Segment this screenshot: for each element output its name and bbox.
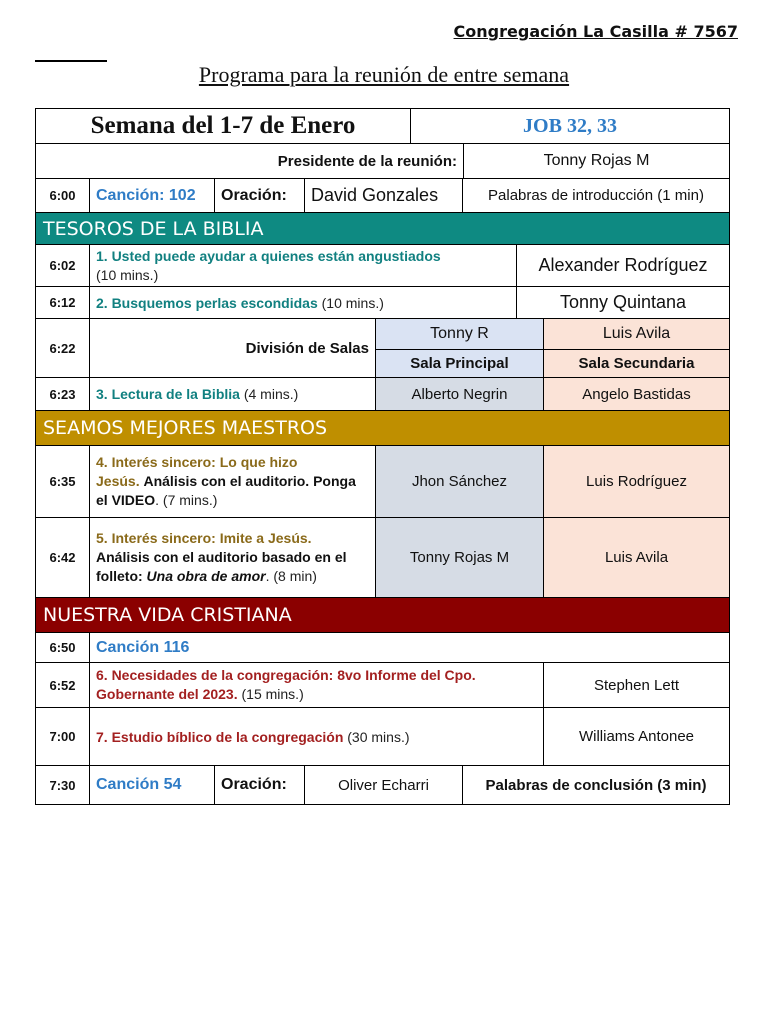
main-room-assignee: Alberto Negrin — [375, 378, 543, 410]
part-duration: (15 mins.) — [241, 686, 304, 702]
prayer-label: Oración: — [214, 179, 304, 212]
part-title: 2. Busquemos perlas escondidas — [96, 294, 318, 311]
part-instructions: Análisis con el auditorio basado en el folleto: — [96, 549, 347, 584]
part-title: 3. Lectura de la Biblia — [96, 386, 240, 402]
time-label: 6:12 — [49, 295, 76, 310]
president-name: Tonny Rojas M — [463, 144, 729, 178]
part-cell — [89, 245, 516, 286]
section-christian-life-header: NUESTRA VIDA CRISTIANA — [35, 598, 730, 633]
part-cell — [89, 663, 543, 707]
assignee-name: Williams Antonee — [543, 708, 729, 765]
part-duration: . (7 mins.) — [155, 492, 218, 508]
second-room-assignee: Luis Rodríguez — [543, 446, 729, 517]
opening-row — [35, 179, 730, 213]
room-division-row — [35, 319, 730, 378]
part-instructions: Análisis con el auditorio. Ponga el VIDEO — [96, 473, 356, 508]
closing-song: Canción 54 — [89, 766, 214, 804]
program-row — [35, 287, 730, 319]
part-cell — [89, 708, 543, 765]
program-row — [35, 663, 730, 708]
congregation-name: Congregación La Casilla # 7567 — [453, 22, 738, 41]
section-treasures-header: TESOROS DE LA BIBLIA — [35, 213, 730, 245]
president-row — [35, 144, 730, 179]
time-label: 6:42 — [49, 550, 76, 565]
part-duration: (10 mins.) — [321, 294, 384, 311]
song-label: Canción 116 — [89, 633, 729, 662]
time-label: 6:00 — [49, 188, 76, 203]
part-title: 7. Estudio bíblico de la congregación — [96, 728, 344, 745]
time-label: 6:52 — [49, 677, 76, 693]
part-title: 6. Necesidades de la congregación: 8vo Informe del Cpo. Gobernante del 2023. — [96, 667, 476, 702]
page-title: Programa para la reunión de entre semana — [198, 62, 570, 87]
part-cell — [89, 287, 516, 318]
main-room-assignee: Jhon Sánchez — [375, 446, 543, 517]
part-cell — [89, 518, 375, 597]
time-label: 6:02 — [49, 258, 76, 273]
part-cell — [89, 378, 375, 410]
intro-words: Palabras de introducción (1 min) — [462, 179, 729, 212]
meeting-schedule-table — [35, 108, 730, 805]
program-row — [35, 245, 730, 287]
part-duration: (10 mins.) — [96, 266, 159, 283]
program-row — [35, 633, 730, 663]
bible-reading: JOB 32, 33 — [410, 109, 729, 143]
part-title: 5. Interés sincero: Imite a Jesús. — [96, 530, 312, 546]
closing-prayer-name: Oliver Echarri — [304, 766, 462, 804]
assignee-name: Alexander Rodríguez — [516, 245, 729, 286]
time-label: 7:00 — [49, 729, 76, 744]
second-room-assignee: Luis Avila — [543, 518, 729, 597]
time-label: 6:23 — [49, 386, 76, 402]
program-row — [35, 446, 730, 518]
second-room-assignee: Angelo Bastidas — [543, 378, 729, 410]
room-division-label: División de Salas — [89, 319, 375, 377]
week-row — [35, 108, 730, 144]
part-duration: . (8 min) — [265, 568, 317, 584]
program-row — [35, 378, 730, 411]
part-title: 1. Usted puede ayudar a quienes están angustiados — [96, 247, 441, 264]
brochure-title: Una obra de amor — [146, 568, 266, 584]
section-ministry-header: SEAMOS MEJORES MAESTROS — [35, 411, 730, 446]
time-label: 6:35 — [49, 474, 76, 489]
part-duration: (4 mins.) — [243, 386, 299, 402]
part-cell — [89, 446, 375, 517]
assignee-name: Stephen Lett — [543, 663, 729, 707]
program-row — [35, 708, 730, 766]
opening-song: Canción: 102 — [89, 179, 214, 212]
closing-row — [35, 766, 730, 805]
week-label: Semana del 1-7 de Enero — [90, 112, 356, 139]
program-row — [35, 518, 730, 598]
time-label: 6:22 — [49, 340, 76, 356]
assignee-name: Tonny Quintana — [516, 287, 729, 318]
second-room-counselor: Luis Avila — [543, 319, 729, 350]
opening-prayer-name: David Gonzales — [304, 179, 462, 212]
president-label: Presidente de la reunión: — [277, 152, 457, 170]
prayer-label: Oración: — [214, 766, 304, 804]
time-label: 6:50 — [49, 640, 76, 655]
main-room-counselor: Tonny R — [375, 319, 543, 350]
main-room-label: Sala Principal — [375, 350, 543, 377]
part-title: 4. Interés sincero: Lo que hizo Jesús. — [96, 454, 298, 489]
time-label: 7:30 — [49, 777, 76, 793]
conclusion-words: Palabras de conclusión (3 min) — [462, 766, 729, 804]
part-duration: (30 mins.) — [347, 728, 410, 745]
main-room-assignee: Tonny Rojas M — [375, 518, 543, 597]
second-room-label: Sala Secundaria — [543, 350, 729, 377]
